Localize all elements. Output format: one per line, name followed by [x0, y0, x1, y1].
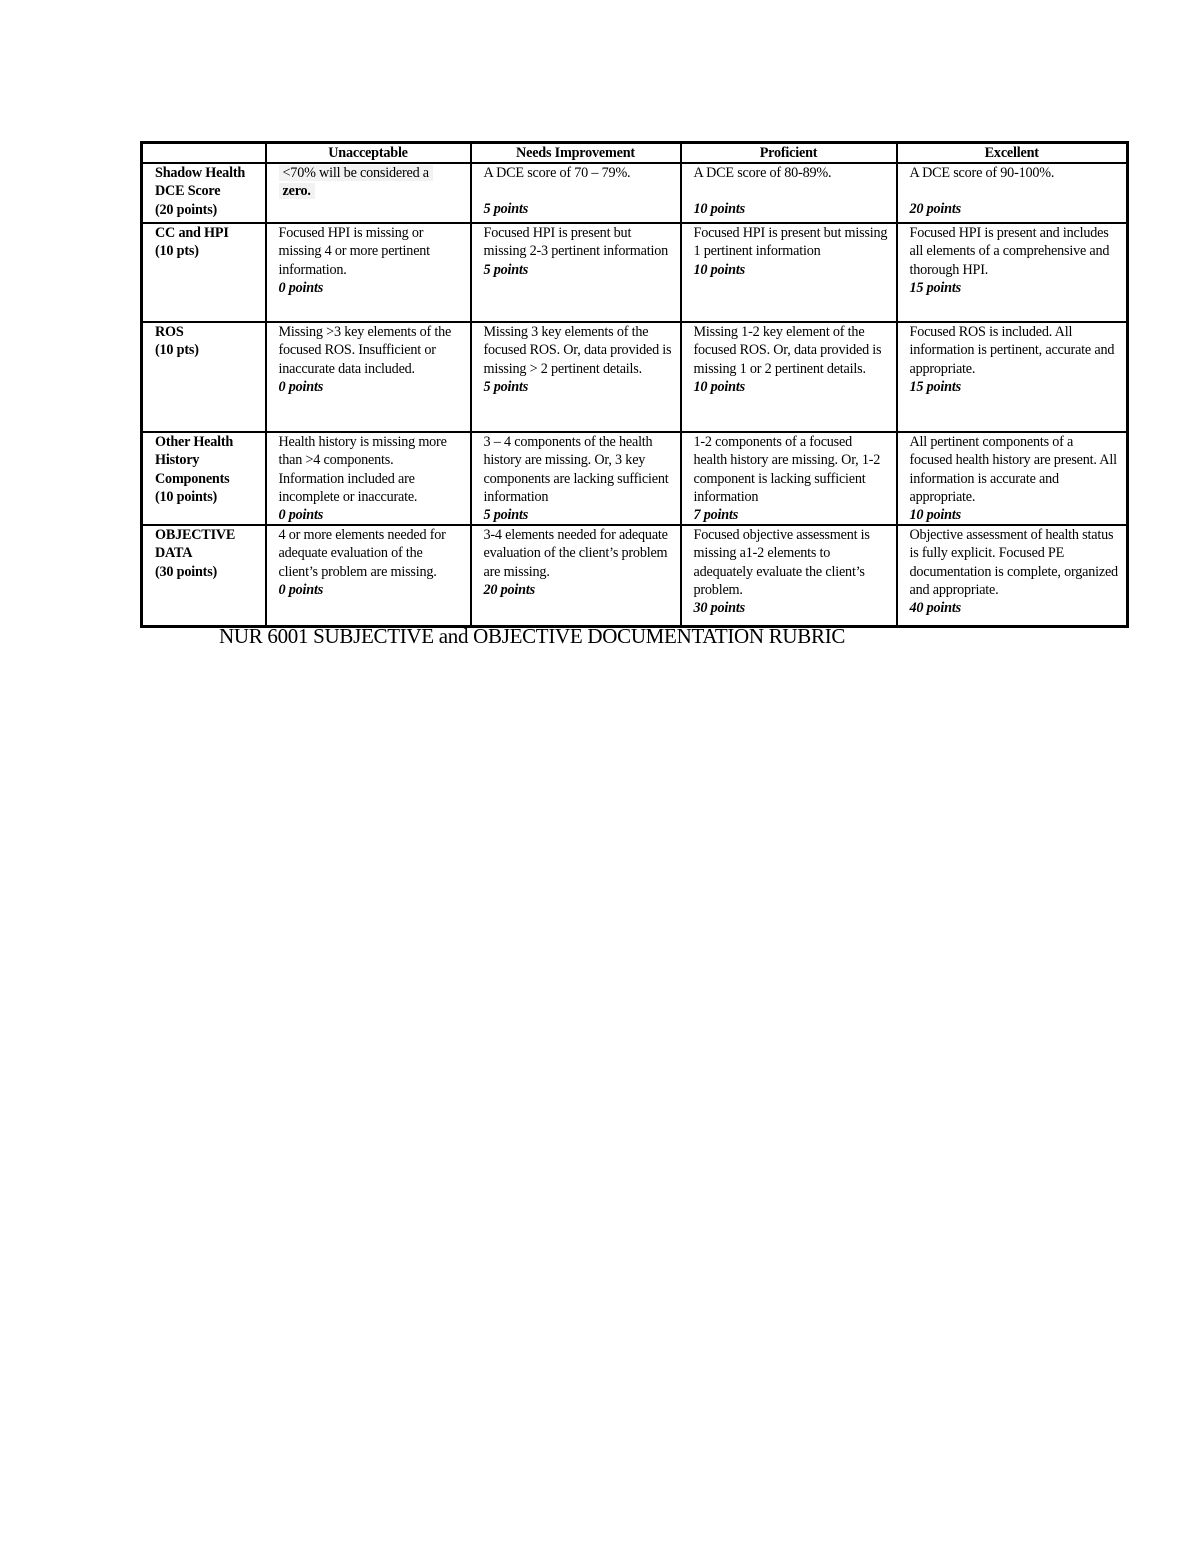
table-row [142, 432, 1128, 525]
cell-text: A DCE score of 70 – 79%. [483, 165, 631, 182]
header-needs-improvement: Needs Improvement [471, 143, 681, 164]
table-row [142, 163, 1128, 223]
criterion-cell [142, 525, 266, 626]
criterion-line: DATA [155, 545, 193, 562]
cell-text: Focused HPI is present but missing 1 pertinent information [693, 225, 888, 260]
criterion-line: Shadow Health [155, 165, 246, 182]
header-unacceptable: Unacceptable [266, 143, 471, 164]
rating-cell [897, 432, 1128, 525]
rating-cell [266, 432, 471, 525]
cell-text: Focused HPI is missing or missing 4 or more pertinent information. [278, 225, 430, 278]
cell-text: Missing >3 key elements of the focused ROS. Insufficient or inaccurate data included. [278, 324, 452, 377]
cell-points: 10 points [693, 201, 745, 218]
cell-points: 0 points [278, 378, 324, 395]
cell-points: 10 points [909, 507, 961, 524]
cell-text: 1-2 components of a focused health history are missing. Or, 1-2 component is lacking sufficient information [693, 434, 881, 505]
table-row [142, 525, 1128, 626]
header-row [142, 143, 1128, 164]
criterion-line: CC and HPI [155, 225, 229, 242]
criterion-cell [142, 223, 266, 322]
rating-cell [897, 525, 1128, 626]
cell-points: 30 points [693, 600, 745, 617]
cell-points: 20 points [909, 201, 961, 218]
cell-points: 5 points [483, 507, 529, 524]
criterion-cell [142, 322, 266, 432]
rating-cell [471, 163, 681, 223]
rating-cell [266, 322, 471, 432]
cell-text: A DCE score of 80-89%. [693, 165, 832, 182]
criterion-line: ROS [155, 324, 184, 341]
cell-points: 20 points [483, 581, 535, 598]
rating-cell [471, 525, 681, 626]
cell-text: Focused ROS is included. All information is pertinent, accurate and appropriate. [909, 324, 1115, 377]
rating-cell [897, 223, 1128, 322]
rating-cell [266, 163, 471, 223]
cell-text: Health history is missing more than >4 components. Information included are incomplete or inaccurate. [278, 434, 447, 505]
criterion-points: (10 pts) [155, 243, 199, 260]
table-row [142, 223, 1128, 322]
criterion-points: (20 points) [155, 201, 218, 218]
cell-text: <70% will be considered a [279, 165, 433, 181]
cell-points: 10 points [693, 378, 745, 395]
cell-text-bold: zero. [279, 183, 315, 199]
header-blank [142, 143, 266, 164]
cell-points: 5 points [483, 261, 529, 278]
cell-text: Focused HPI is present and includes all elements of a comprehensive and thorough HPI. [909, 225, 1110, 278]
rating-cell [266, 525, 471, 626]
rating-cell [681, 432, 897, 525]
rating-cell [681, 223, 897, 322]
criterion-line: Components [155, 470, 230, 487]
cell-text: A DCE score of 90-100%. [909, 165, 1055, 182]
rating-cell [681, 322, 897, 432]
cell-text: Focused objective assessment is missing a1-2 elements to adequately evaluate the client’s problem. [693, 527, 870, 598]
cell-text: 4 or more elements needed for adequate evaluation of the client’s problem are missing. [278, 527, 446, 580]
cell-points: 15 points [909, 378, 961, 395]
cell-text: 3-4 elements needed for adequate evaluation of the client’s problem are missing. [483, 527, 668, 580]
header-excellent: Excellent [897, 143, 1128, 164]
rubric-caption: NUR 6001 SUBJECTIVE and OBJECTIVE DOCUMENTATION RUBRIC [219, 624, 846, 648]
criterion-line: Other Health [155, 434, 234, 451]
cell-text: Missing 3 key elements of the focused ROS. Or, data provided is missing > 2 pertinent details. [483, 324, 672, 377]
cell-text: Missing 1-2 key element of the focused ROS. Or, data provided is missing 1 or 2 pertinent details. [693, 324, 882, 377]
cell-points: 7 points [693, 507, 739, 524]
cell-text: Objective assessment of health status is fully explicit. Focused PE documentation is complete, organized and appropriate. [909, 527, 1118, 598]
criterion-line: OBJECTIVE [155, 527, 236, 544]
cell-text: 3 – 4 components of the health history are missing. Or, 3 key components are lacking sufficient information [483, 434, 669, 505]
cell-points: 5 points [483, 378, 529, 395]
cell-points: 0 points [278, 507, 324, 524]
criterion-points: (30 points) [155, 563, 218, 580]
criterion-cell [142, 432, 266, 525]
cell-points: 0 points [278, 581, 324, 598]
cell-points: 10 points [693, 261, 745, 278]
cell-text: Focused HPI is present but missing 2-3 pertinent information [483, 225, 669, 260]
rating-cell [681, 163, 897, 223]
table-row [142, 322, 1128, 432]
rating-cell [266, 223, 471, 322]
rubric-table [140, 141, 1129, 628]
criterion-line: DCE Score [155, 183, 221, 200]
header-proficient: Proficient [681, 143, 897, 164]
criterion-line: History [155, 452, 200, 469]
cell-points: 0 points [278, 279, 324, 296]
criterion-points: (10 pts) [155, 342, 199, 359]
rating-cell [471, 432, 681, 525]
cell-points: 15 points [909, 279, 961, 296]
rating-cell [897, 322, 1128, 432]
criterion-points: (10 points) [155, 488, 218, 505]
cell-points: 5 points [483, 201, 529, 218]
criterion-cell [142, 163, 266, 223]
cell-text: All pertinent components of a focused health history are present. All information is accurate and appropriate. [909, 434, 1117, 505]
cell-points: 40 points [909, 600, 961, 617]
rating-cell [471, 223, 681, 322]
rating-cell [681, 525, 897, 626]
rating-cell [897, 163, 1128, 223]
rating-cell [471, 322, 681, 432]
